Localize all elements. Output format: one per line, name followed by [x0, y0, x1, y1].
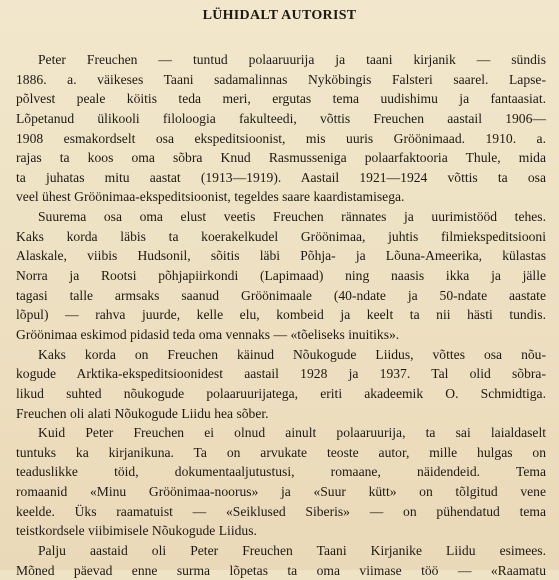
text-line: Norra ja Rootsi põhjapiirkondi (Lapimaad) ning naasis ikka ja jälle [16, 268, 546, 284]
text-line: 1908 esmakordselt osa ekspeditsioonist, mis uuris Gröönimaad. 1910. a. [16, 130, 546, 146]
text-line: Kaks korda on Freuchen käinud Nõukogude Liidus, võttes osa nõu- [38, 346, 546, 362]
text-line: likud suhted nõukogude polaaruurijatega, eriti akadeemik O. Schmidtiga. [16, 385, 546, 401]
text-line: veel ühest Gröönimaa-ekspeditsioonist, tegeldes saare kaardistamisega. [16, 189, 405, 205]
text-line: Mõned päevad enne surma lõpetas ta oma viimase töö — «Raamatu [16, 562, 546, 578]
text-line: ta juhatas mitu aastat (1913—1919). Aastail 1921—1924 võttis ta osa [16, 169, 546, 185]
text-line: teaduslikke töid, dokumentaaljutustusi, romaane, näidendeid. Tema [16, 464, 546, 480]
text-line: romaanid «Minu Gröönimaa-noorus» ja «Suur kütt» on tõlgitud vene [16, 484, 546, 500]
text-line: Palju aastaid oli Peter Freuchen Taani Kirjanike Liidu esimees. [38, 543, 546, 559]
body-text [16, 50, 546, 578]
text-line: Freuchen oli alati Nõukogude Liidu hea sõber. [16, 405, 269, 421]
text-line: tagasi talle armsaks saanud Gröönimaale (40-ndate ja 50-ndate aastate [16, 287, 546, 303]
text-line: põlvest peale köitis teda meri, ergutas tema uudishimu ja fantaasiat. [16, 91, 546, 107]
text-line: Gröönimaa eskimod pidasid teda oma vennaks — «tõeliseks inuitiks». [16, 326, 400, 342]
text-line: Alaskale, viibis Hudsonil, sõitis läbi Põhja- ja Lõuna-Ameerika, külastas [16, 248, 546, 264]
text-line: Lõpetanud ülikooli filoloogia fakulteedi, võttis Freuchen aastail 1906— [16, 110, 546, 126]
text-line: Kaks korda läbis ta koerakelkudel Gröönimaa, juhtis filmiekspeditsiooni [16, 228, 546, 244]
text-line: lõpul) — rahva juurde, kelle elu, kombeid ja keelt ta nii hästi tundis. [16, 307, 546, 323]
text-line: teistkordsele viibimisele Nõukogude Liidus. [16, 523, 257, 539]
text-line: Suurema osa oma elust veetis Freuchen rännates ja uurimistööd tehes. [38, 209, 546, 225]
page-heading: LÜHIDALT AUTORIST [202, 8, 357, 23]
text-line: kogude Arktika-ekspeditsioonidest aastail 1928 ja 1937. Tal olid sõbra- [16, 366, 546, 382]
text-line: rajas ta koos oma sõbra Knud Rasmusseniga polaarfaktooria Thule, mida [16, 150, 546, 166]
text-line: Kuid Peter Freuchen ei olnud ainult polaaruurija, ta sai laialdaselt [38, 425, 546, 441]
text-line: tuntuks ka kirjanikuna. Ta on arvukate teoste autor, mille hulgas on [16, 444, 546, 460]
text-line: keelde. Üks raamatuist — «Seiklused Siberis» — on pühendatud tema [16, 503, 546, 519]
text-line: 1886. a. väikeses Taani sadamalinnas Nyköbingis Falsteri saarel. Lapse- [16, 71, 546, 87]
text-line: Peter Freuchen — tuntud polaaruurija ja taani kirjanik — sündis [38, 52, 546, 67]
